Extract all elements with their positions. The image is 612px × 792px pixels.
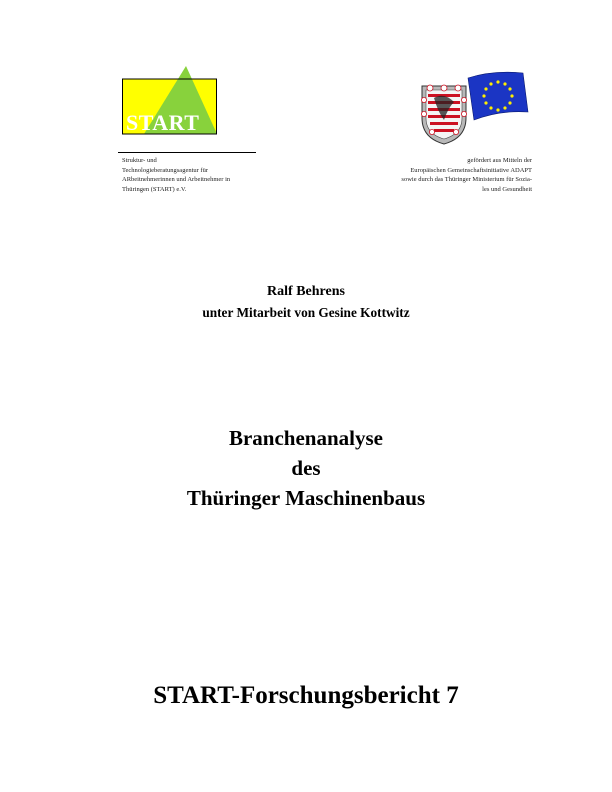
funding-caption <box>370 156 532 194</box>
start-caption-line: Technologieberatungsagentur für <box>122 166 208 174</box>
eu-flag-icon <box>468 72 528 120</box>
start-caption-line: ARbeitnehmerinnen und Arbeitnehmer in <box>122 176 231 184</box>
start-logo <box>122 66 218 136</box>
title-line: Branchenanalyse <box>228 426 383 450</box>
funding-caption-line: sowie durch das Thüringer Ministerium für Sozia- <box>401 176 532 184</box>
document-title <box>0 423 612 513</box>
title-line: Thüringer Maschinenbaus <box>186 486 426 510</box>
start-caption <box>122 156 282 194</box>
title-line: des <box>291 456 321 480</box>
funding-caption-line: gefördert aus Mitteln der <box>467 157 532 164</box>
funding-caption-line: Europäischen Gemeinschaftsinitiative ADAPT <box>410 166 532 174</box>
crest-and-eu-flag <box>418 68 530 146</box>
start-caption-line: Struktur- und <box>122 157 157 164</box>
thuringia-crest-icon <box>421 85 466 144</box>
coauthor-line: unter Mitarbeit von Gesine Kottwitz <box>202 305 410 320</box>
start-divider <box>118 152 256 153</box>
start-logo-text: START <box>126 110 200 135</box>
start-caption-line: Thüringen (START) e.V. <box>122 185 187 193</box>
author-name: Ralf Behrens <box>267 284 345 299</box>
funding-caption-line: les und Gesundheit <box>482 185 532 193</box>
series-title: START-Forschungsbericht 7 <box>153 682 459 709</box>
